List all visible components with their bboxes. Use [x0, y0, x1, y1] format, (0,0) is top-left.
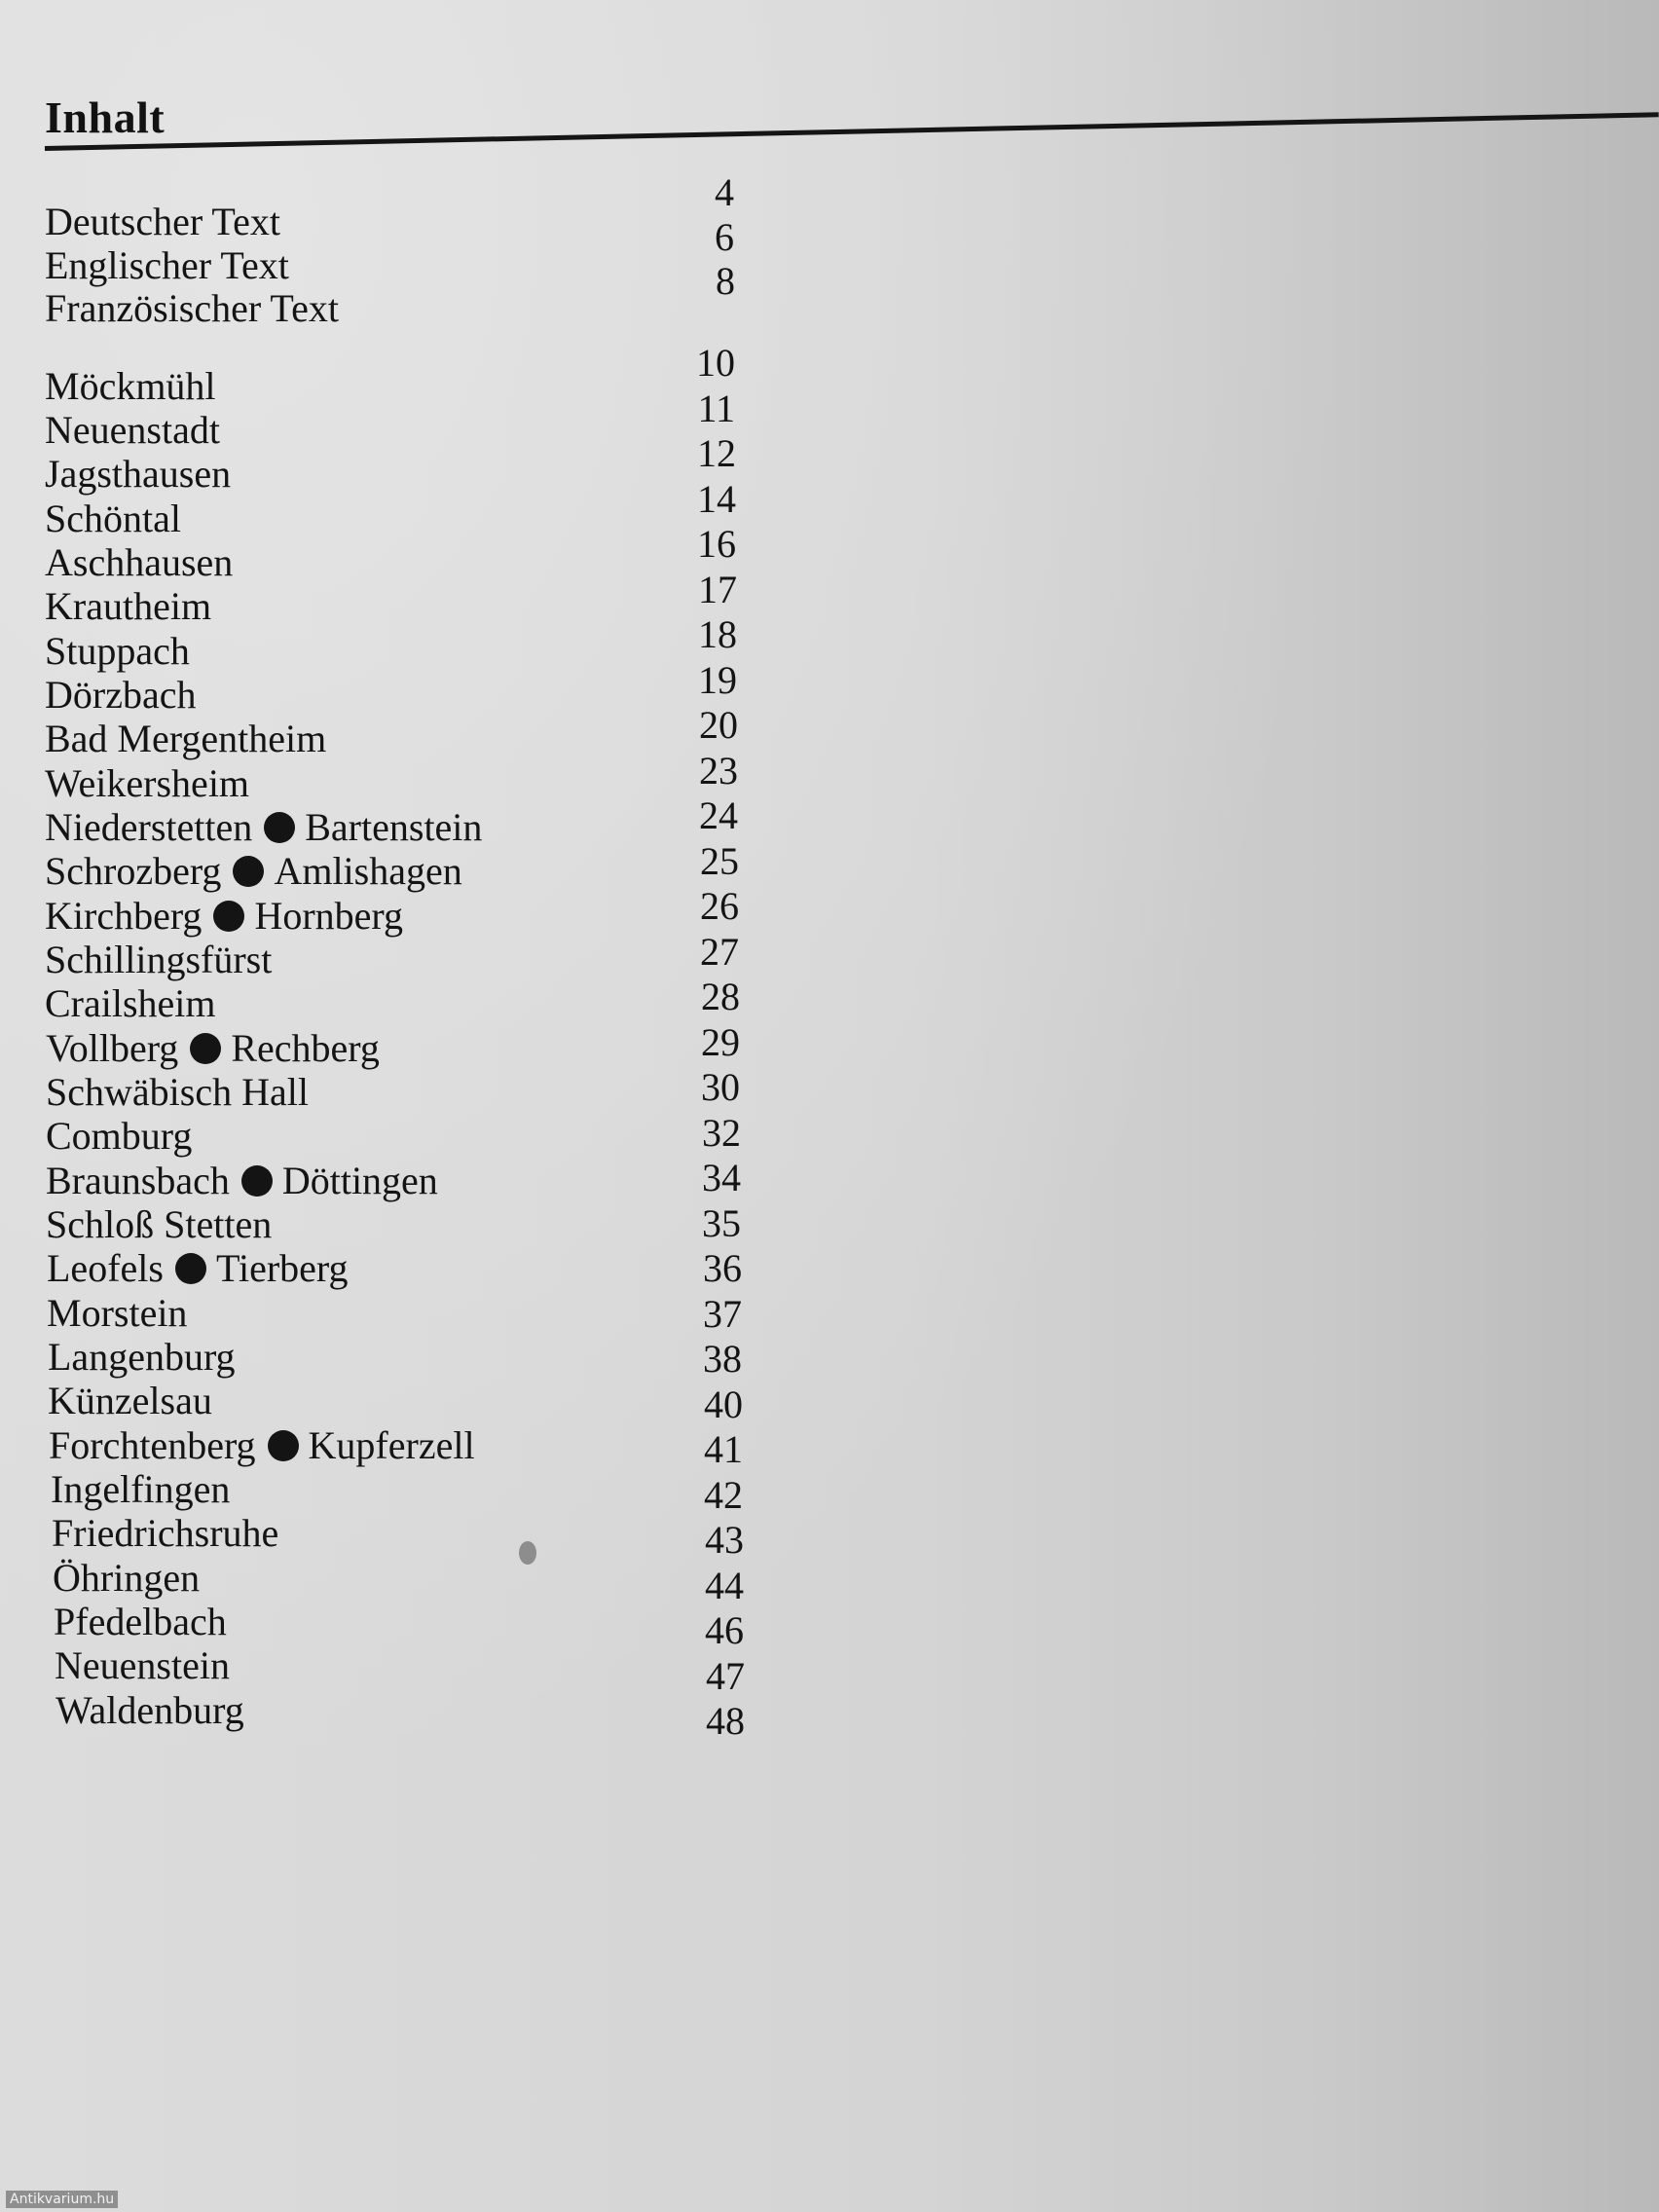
- toc-entry-title: [47, 1246, 349, 1291]
- toc-entry-page-number: 11: [697, 387, 735, 430]
- toc-entry-title: [52, 1511, 278, 1556]
- bullet-dot-icon: [268, 1430, 299, 1461]
- toc-entry-page-number: 6: [715, 215, 734, 259]
- toc-entry-page-number: 24: [699, 793, 738, 837]
- toc-entry-page-number: 36: [703, 1246, 742, 1290]
- toc-entry-page-number: 42: [704, 1473, 743, 1517]
- toc-entry-title: [45, 497, 181, 541]
- toc-entry-page-number: 10: [696, 341, 735, 385]
- toc-entry-page-number: 20: [699, 703, 738, 747]
- toc-entry-page-number: 8: [716, 259, 735, 303]
- toc-entry-title: [45, 243, 289, 288]
- toc-entry-title: [45, 286, 339, 331]
- toc-entry-title-text: Bad Mergentheim: [45, 717, 327, 760]
- toc-entry-page-number: 48: [706, 1699, 745, 1743]
- bullet-dot-icon: [213, 901, 244, 932]
- toc-entry-title-text: Aschhausen: [45, 540, 234, 584]
- toc-entry-title: [45, 629, 190, 674]
- toc-entry-title: [48, 1335, 236, 1380]
- toc-entry-title-text: Neuenstadt: [45, 408, 220, 452]
- toc-entry-title-text: Deutscher Text: [45, 200, 280, 243]
- toc-entry-title: [45, 540, 233, 585]
- toc-entry-title: [49, 1423, 475, 1468]
- toc-entry-title: [45, 584, 211, 629]
- toc-entry-title-text: Schwäbisch Hall: [46, 1070, 309, 1114]
- toc-entry-title: [53, 1556, 200, 1601]
- toc-entry-title-text: Comburg: [46, 1114, 193, 1158]
- toc-entry-title-secondary: Tierberg: [215, 1246, 349, 1290]
- toc-entry-page-number: 28: [701, 975, 740, 1018]
- toc-entry-page-number: 34: [702, 1156, 741, 1199]
- toc-entry-title-text: Dörzbach: [45, 673, 197, 717]
- bullet-dot-icon: [241, 1165, 273, 1197]
- toc-entry-title-text: Möckmühl: [45, 364, 216, 408]
- toc-entry-page-number: 46: [705, 1608, 744, 1652]
- toc-entry-title: [48, 1379, 212, 1423]
- toc-entry-page-number: 32: [702, 1111, 741, 1155]
- toc-entry-page-number: 23: [699, 749, 738, 793]
- toc-entry-title-text: Waldenburg: [55, 1688, 244, 1732]
- toc-entry-title-text: Pfedelbach: [54, 1600, 227, 1643]
- toc-entry-title-secondary: Döttingen: [281, 1159, 438, 1202]
- toc-entry-page-number: 29: [701, 1020, 740, 1064]
- toc-entry-title-text: Langenburg: [48, 1335, 236, 1379]
- toc-entry-page-number: 35: [702, 1201, 741, 1245]
- toc-entry-page-number: 19: [698, 658, 737, 702]
- toc-entry-title: [45, 673, 196, 718]
- toc-entry-title: [55, 1688, 244, 1733]
- toc-entry-page-number: 17: [698, 568, 737, 611]
- toc-entry-title: [46, 1159, 438, 1203]
- toc-entry-title-text: Künzelsau: [48, 1379, 212, 1422]
- toc-entry-title-secondary: Kupferzell: [308, 1423, 475, 1467]
- toc-entry-title-secondary: Amlishagen: [274, 849, 462, 893]
- toc-entry-page-number: 47: [706, 1654, 745, 1698]
- toc-entry-page-number: 14: [697, 477, 736, 521]
- watermark: Antikvarium.hu: [6, 2191, 118, 2208]
- toc-entry-title: [45, 200, 280, 244]
- toc-entry-title-text: Schöntal: [45, 497, 181, 540]
- toc-entry-title-text: Leofels: [47, 1246, 164, 1290]
- toc-entry-page-number: 38: [703, 1337, 742, 1381]
- toc-entry-title-text: Öhringen: [53, 1556, 201, 1600]
- toc-entry-page-number: 25: [700, 839, 739, 883]
- bullet-dot-icon: [264, 812, 295, 843]
- toc-entry-title: [54, 1600, 227, 1644]
- toc-entry-title: [46, 1026, 380, 1071]
- toc-entry-page-number: 16: [697, 522, 736, 566]
- toc-entry-title: [46, 1070, 309, 1115]
- toc-entry-title: [45, 894, 403, 939]
- toc-entry-title-text: Ingelfingen: [51, 1467, 231, 1511]
- toc-entry-title: [45, 805, 482, 850]
- toc-entry-title-secondary: Hornberg: [254, 894, 403, 938]
- toc-entry-title-text: Krautheim: [45, 584, 212, 628]
- toc-entry-title: [47, 1291, 187, 1336]
- page-title: Inhalt: [45, 92, 166, 142]
- paper-speck: [519, 1541, 536, 1565]
- toc-entry-title-text: Forchtenberg: [49, 1423, 256, 1467]
- toc-entry-title: [45, 717, 326, 761]
- toc-entry-title: [46, 1114, 192, 1159]
- toc-entry-title-text: Schrozberg: [45, 849, 222, 893]
- toc-entry-title-text: Englischer Text: [45, 243, 289, 287]
- toc-entry-title-text: Jagsthausen: [45, 452, 232, 496]
- toc-entry-title-text: Französischer Text: [45, 286, 339, 330]
- toc-entry-page-number: 12: [697, 431, 736, 475]
- toc-entry-title: [45, 408, 220, 453]
- toc-entry-title: [45, 849, 462, 894]
- toc-entry-page-number: 44: [705, 1564, 744, 1607]
- toc-entry-title-text: Niederstetten: [45, 805, 253, 849]
- toc-entry-page-number: 4: [715, 170, 734, 214]
- toc-entry-title-text: Weikersheim: [45, 761, 250, 805]
- toc-entry-title-text: Stuppach: [45, 629, 190, 673]
- toc-entry-title: [45, 364, 216, 409]
- bullet-dot-icon: [233, 856, 264, 887]
- bullet-dot-icon: [190, 1033, 221, 1064]
- toc-entry-title: [45, 938, 272, 982]
- toc-entry-title-text: Neuenstein: [55, 1643, 230, 1687]
- toc-entry-page-number: 37: [703, 1292, 742, 1336]
- toc-entry-page-number: 40: [704, 1382, 743, 1426]
- toc-entry-page-number: 26: [700, 884, 739, 928]
- table-of-contents: [45, 0, 746, 2212]
- toc-entry-title: [45, 981, 216, 1026]
- toc-entry-title-text: Schillingsfürst: [45, 938, 273, 981]
- toc-entry-page-number: 30: [701, 1065, 740, 1109]
- toc-entry-title-text: Vollberg: [46, 1026, 179, 1070]
- toc-entry-title: [55, 1643, 230, 1688]
- toc-entry-page-number: 43: [705, 1518, 744, 1562]
- toc-entry-title-secondary: Bartenstein: [305, 805, 483, 849]
- toc-entry-title-text: Kirchberg: [45, 894, 203, 938]
- toc-entry-title: [45, 761, 249, 806]
- toc-entry-title-text: Schloß Stetten: [46, 1202, 273, 1246]
- toc-entry-page-number: 18: [698, 612, 737, 656]
- toc-entry-page-number: 41: [704, 1427, 743, 1471]
- toc-entry-title: [45, 452, 231, 497]
- toc-entry-title: [51, 1467, 230, 1512]
- toc-entry-title-text: Friedrichsruhe: [52, 1511, 279, 1555]
- toc-entry-title: [46, 1202, 272, 1247]
- toc-entry-title-text: Braunsbach: [46, 1159, 230, 1202]
- toc-entry-page-number: 27: [700, 930, 739, 974]
- bullet-dot-icon: [175, 1253, 206, 1284]
- toc-entry-title-text: Crailsheim: [45, 981, 216, 1025]
- toc-entry-title-secondary: Rechberg: [231, 1026, 380, 1070]
- toc-entry-title-text: Morstein: [47, 1291, 188, 1335]
